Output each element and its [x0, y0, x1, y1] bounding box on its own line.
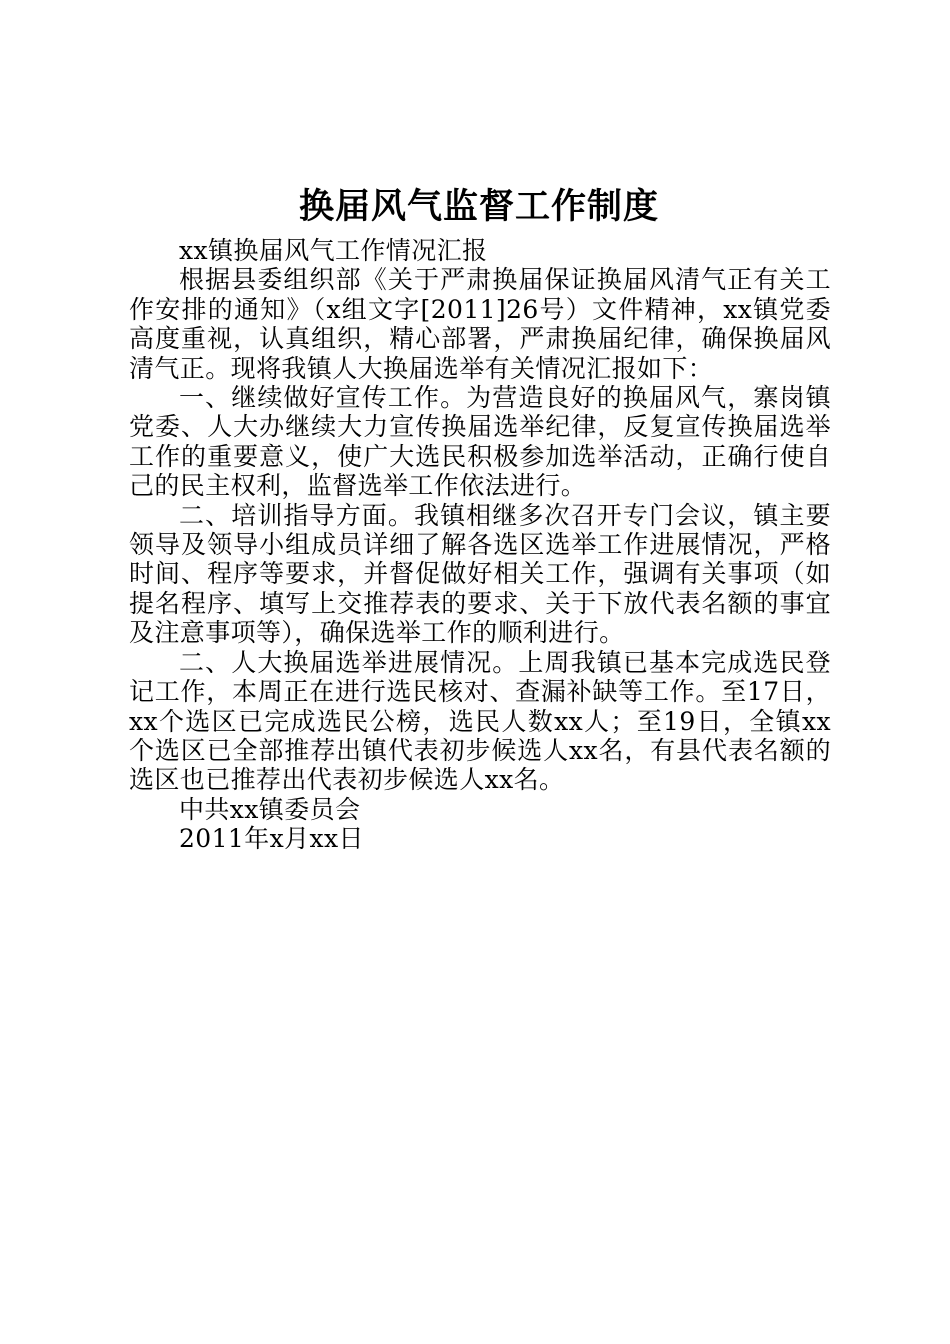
document-title: 换届风气监督工作制度 — [298, 187, 659, 227]
section-progress-paragraph: 二、人大换届选举进展情况。上周我镇已基本完成选民登记工作，本周正在进行选民核对、查漏补缺等工作。至17日，xx个选区已完成选民公榜，选民人数xx人；至19日，全镇xx个选区已全部推荐出镇代表初步候选人xx名，有县代表名额的选区也已推荐出代表初步候选人xx名。 — [129, 647, 831, 795]
signature-organization: 中共xx镇委员会 — [179, 794, 361, 824]
report-subtitle: xx镇换届风气工作情况汇报 — [179, 236, 488, 265]
section-training-paragraph: 二、培训指导方面。我镇相继多次召开专门会议，镇主要领导及领导小组成员详细了解各选区选举工作进展情况，严格时间、程序等要求，并督促做好相关工作，强调有关事项（如提名程序、填写上交推荐表的要求、关于下放代表名额的事宜及注意事项等），确保选举工作的顺利进行。 — [129, 500, 831, 648]
section-publicity-paragraph: 一、继续做好宣传工作。为营造良好的换届风气，寨岗镇党委、人大办继续大力宣传换届选举纪律，反复宣传换届选举工作的重要意义，使广大选民积极参加选举活动，正确行使自己的民主权利，监督选举工作依法进行。 — [129, 383, 831, 501]
document-body — [129, 236, 831, 854]
signature-date: 2011年x月xx日 — [179, 824, 364, 854]
intro-paragraph: 根据县委组织部《关于严肃换届保证换届风清气正有关工作安排的通知》（x组文字[2011]26号）文件精神，xx镇党委高度重视，认真组织，精心部署，严肃换届纪律，确保换届风清气正。现将我镇人大换届选举有关情况汇报如下： — [129, 265, 831, 383]
